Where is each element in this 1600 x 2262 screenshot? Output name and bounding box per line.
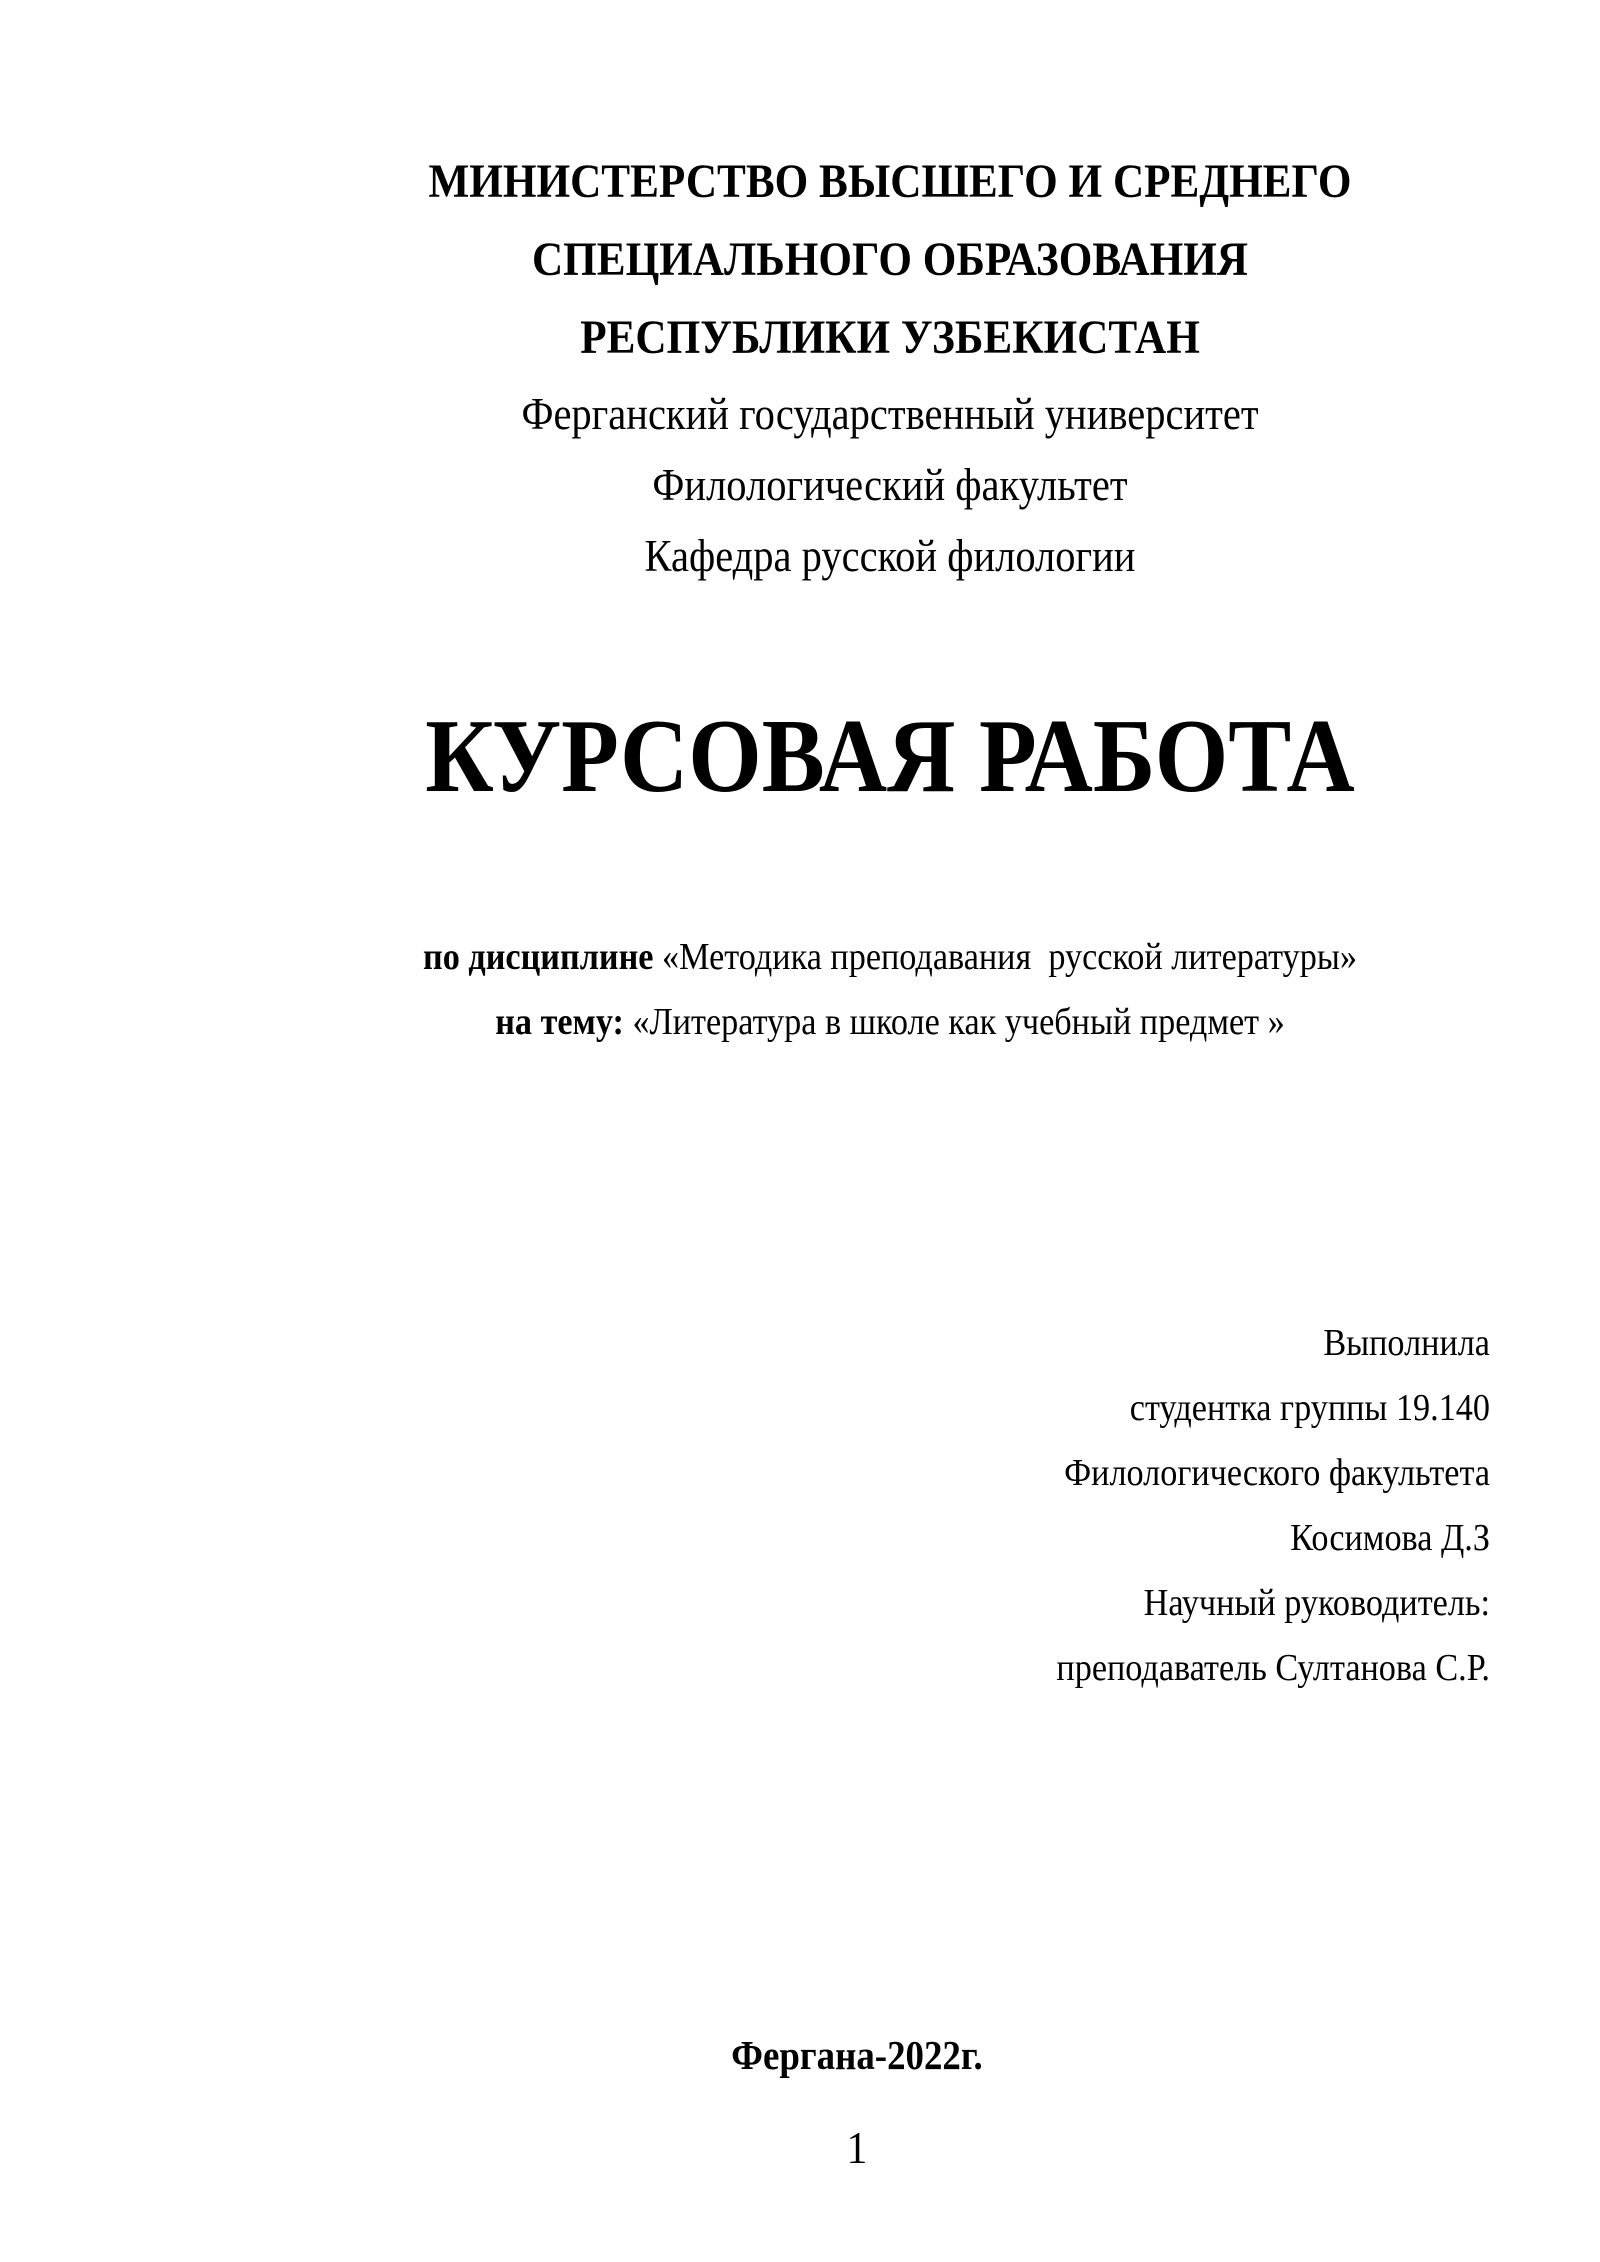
ministry-line: МИНИСТЕРСТВО ВЫСШЕГО И СРЕДНЕГО	[428, 155, 1352, 208]
topic-value: «Литература в школе как учебный предмет »	[623, 1001, 1285, 1043]
institution-header	[350, 379, 1430, 592]
topic-label: на тему:	[495, 1001, 624, 1043]
page-number: 1	[846, 2122, 868, 2173]
subject-block	[350, 925, 1430, 1055]
place-year: Фергана-2022г.	[731, 2032, 983, 2078]
discipline-value: «Методика преподавания русской литературы»	[653, 936, 1357, 978]
supervisor-name-line: преподаватель Султанова С.Р.	[1056, 1647, 1490, 1689]
performed-by-line: Выполнила	[1323, 1322, 1490, 1364]
discipline-label: по дисциплине	[423, 936, 654, 978]
ministry-header	[350, 143, 1430, 377]
department-line: Кафедра русской филологии	[644, 531, 1136, 581]
discipline-line	[350, 925, 1430, 990]
university-line: Ферганский государственный университет	[521, 389, 1259, 439]
author-block	[410, 1311, 1490, 1701]
topic-line	[350, 990, 1430, 1055]
supervisor-label-line: Научный руководитель:	[1143, 1582, 1490, 1624]
ministry-line: СПЕЦИАЛЬНОГО ОБРАЗОВАНИЯ	[531, 233, 1249, 286]
student-name-line: Косимова Д.З	[1290, 1517, 1490, 1559]
document-title: КУРСОВАЯ РАБОТА	[425, 697, 1355, 814]
student-group-line: студентка группы 19.140	[1129, 1387, 1490, 1429]
ministry-line: РЕСПУБЛИКИ УЗБЕКИСТАН	[580, 311, 1200, 364]
faculty-line: Филологический факультет	[652, 460, 1128, 510]
faculty-of-line: Филологического факультета	[1064, 1452, 1490, 1494]
